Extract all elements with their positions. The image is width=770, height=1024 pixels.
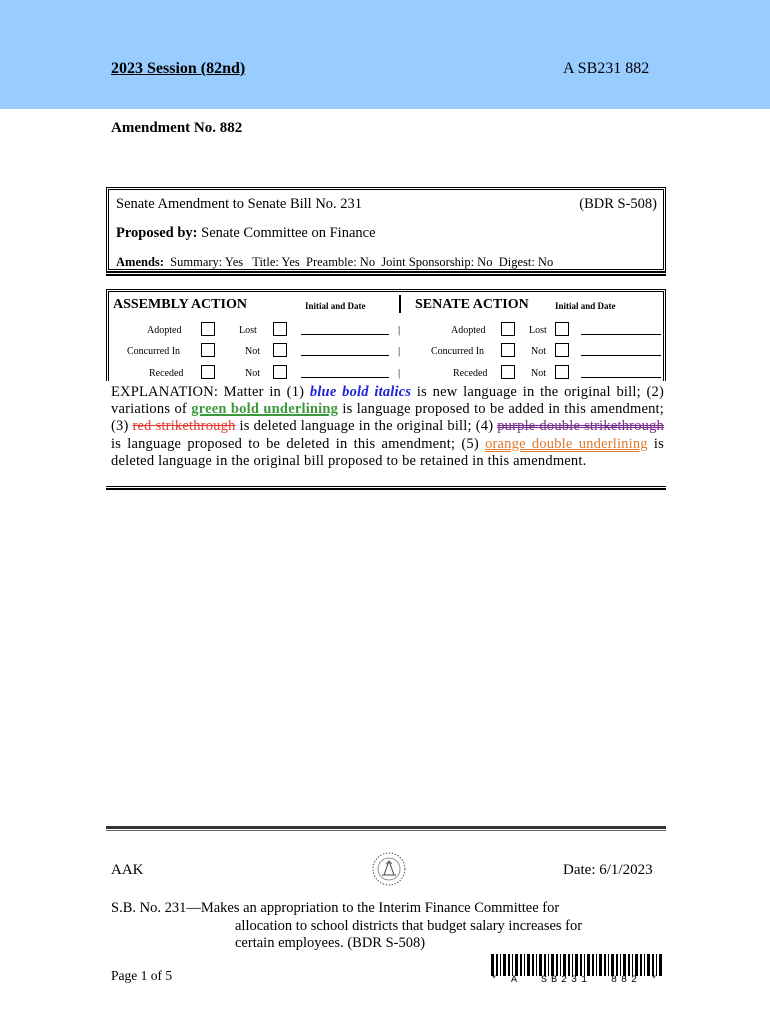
bill-summary [111, 900, 671, 953]
senate-concurred-checkbox[interactable] [501, 343, 515, 357]
senate-initial-date: Initial and Date [555, 301, 616, 311]
header-band [0, 0, 770, 109]
assembly-not-label: Not [245, 368, 260, 379]
red-strikethrough-sample: red strikethrough [132, 418, 236, 435]
bdr-number: (BDR S-508) [579, 196, 657, 212]
barcode-text: * A SB231 882 * [491, 975, 662, 986]
assembly-initial-line [301, 355, 389, 356]
seal-icon [371, 851, 407, 887]
explanation-paragraph [111, 384, 664, 470]
senate-initial-line [581, 355, 661, 356]
assembly-initial-date: Initial and Date [305, 301, 366, 311]
footer-rule [106, 826, 666, 831]
amendment-title: Senate Amendment to Senate Bill No. 231 [116, 196, 363, 212]
assembly-concurred-label: Concurred In [127, 346, 181, 357]
proposed-by-value: Senate Committee on Finance [201, 225, 376, 241]
divider [106, 486, 666, 490]
assembly-adopted-label: Adopted [147, 325, 182, 336]
explanation-text: is language proposed to be deleted in this amendment; (5) [111, 435, 486, 452]
senate-not-checkbox[interactable] [555, 343, 569, 357]
proposed-by-label: Proposed by: [116, 225, 198, 241]
pipe: | [398, 345, 401, 357]
senate-adopted-label: Adopted [451, 325, 486, 336]
orange-double-underline-sample: orange double underlining [485, 435, 648, 452]
senate-initial-line [581, 334, 661, 335]
session-title: 2023 Session (82nd) [111, 60, 246, 77]
green-underline-sample: green bold underlining [191, 401, 339, 418]
senate-lost-checkbox[interactable] [555, 322, 569, 336]
assembly-not-checkbox[interactable] [273, 343, 287, 357]
assembly-initial-line [301, 334, 389, 335]
column-divider [399, 295, 401, 313]
senate-initial-line [581, 377, 661, 378]
assembly-receded-checkbox[interactable] [201, 365, 215, 379]
summary-line: S.B. No. 231—Makes an appropriation to the Interim Finance Committee for [111, 900, 560, 916]
explanation-text: is deleted language in the original bill proposed to be retained in this amendment. [111, 435, 665, 469]
senate-not-label: Not [531, 346, 546, 357]
action-table [106, 289, 666, 381]
amends-value: Summary: Yes Title: Yes Preamble: No Joint Sponsorship: No Digest: No [170, 255, 554, 269]
assembly-not-label: Not [245, 346, 260, 357]
amends-label: Amends: [116, 255, 164, 269]
summary-line: certain employees. (BDR S-508) [235, 935, 426, 951]
explanation-text: is deleted language in the original bill; (4) [235, 418, 498, 435]
bill-id: A SB231 882 [563, 60, 650, 77]
senate-not-label: Not [531, 368, 546, 379]
purple-double-strike-sample: purple double strikethrough [497, 418, 664, 435]
assembly-adopted-checkbox[interactable] [201, 322, 215, 336]
proposed-by [116, 225, 376, 242]
amendment-info-box [106, 187, 666, 272]
senate-action-title: SENATE ACTION [415, 297, 529, 312]
pipe: | [398, 324, 401, 336]
amendment-date: Date: 6/1/2023 [563, 862, 653, 878]
barcode-icon [491, 954, 663, 976]
senate-concurred-label: Concurred In [431, 346, 485, 357]
senate-receded-label: Receded [453, 368, 488, 379]
page-number: Page 1 of 5 [111, 968, 173, 983]
divider [106, 272, 666, 276]
drafter-initials: AAK [111, 862, 144, 878]
summary-line: allocation to school districts that budget salary increases for [235, 917, 583, 934]
senate-lost-label: Lost [529, 325, 547, 336]
assembly-concurred-checkbox[interactable] [201, 343, 215, 357]
explanation-text: EXPLANATION: Matter in (1) [111, 384, 310, 400]
senate-adopted-checkbox[interactable] [501, 322, 515, 336]
explanation-text: is new language in the original bill; (2) variations of [111, 384, 664, 418]
explanation-text: is language proposed to be added in this amendment; (3) [111, 401, 665, 435]
assembly-not-checkbox[interactable] [273, 365, 287, 379]
pipe: | [398, 367, 401, 379]
blue-bold-italics-sample: blue bold italics [309, 384, 412, 400]
assembly-lost-label: Lost [239, 325, 257, 336]
amendment-number: Amendment No. 882 [111, 120, 243, 136]
assembly-receded-label: Receded [149, 368, 184, 379]
senate-not-checkbox[interactable] [555, 365, 569, 379]
senate-receded-checkbox[interactable] [501, 365, 515, 379]
assembly-lost-checkbox[interactable] [273, 322, 287, 336]
assembly-action-title: ASSEMBLY ACTION [113, 297, 247, 312]
assembly-initial-line [301, 377, 389, 378]
amends-line [116, 255, 553, 270]
